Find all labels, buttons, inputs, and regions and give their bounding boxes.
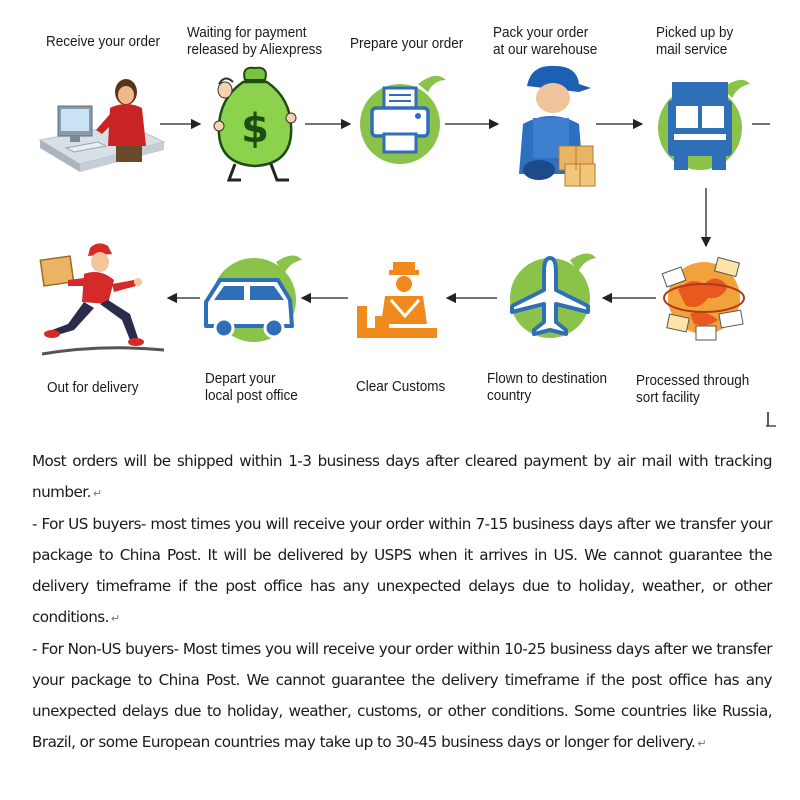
delivery-man-icon [38, 240, 170, 362]
shipping-info-text [32, 446, 772, 759]
step-label-pack: Pack your order at our warehouse [493, 24, 598, 58]
svg-text:$: $ [241, 106, 269, 152]
text-cursor-icon [764, 410, 778, 430]
step-label-delivery: Out for delivery [47, 379, 139, 396]
step-label-customs: Clear Customs [356, 378, 446, 395]
warehouse-worker-icon [505, 58, 609, 190]
step-label-receive: Receive your order [46, 33, 161, 50]
paragraph-mark: ↵ [697, 737, 707, 750]
person-at-computer-icon [36, 68, 168, 180]
truck-icon [652, 70, 752, 180]
step-label-depart: Depart your local post office [205, 370, 298, 404]
paragraph-mark: ↵ [110, 612, 120, 625]
step-label-flown: Flown to destination country [487, 370, 608, 404]
globe-mail-icon [660, 250, 750, 346]
money-bag-icon [205, 60, 305, 186]
step-label-payment: Waiting for payment released by Aliexpress [187, 24, 323, 58]
customs-officer-icon [355, 262, 441, 342]
shipping-paragraph-us: - For US buyers- most times you will receive your order within 7-15 business days after we transfer your package to China Post. It will be delivered by USPS when it arrives in US. We cannot guarantee the delivery timeframe if the post office has any unexpected delays due to holiday, weather, or other conditions. ↵ [32, 515, 772, 626]
shipping-paragraph-non-us: - For Non-US buyers- Most times you will receive your order within 10-25 business days after we transfer your package to China Post. We cannot guarantee the delivery timeframe if the post office has any unexpected delays due to holiday, weather, customs, or other conditions. Some countries like Russia, Brazil, or some European countries may take up to 30-45 business days or longer for delivery. ↵ [32, 640, 772, 751]
airplane-icon [506, 246, 598, 342]
step-label-pickup: Picked up by mail service [656, 24, 734, 58]
car-icon [200, 250, 304, 346]
shipping-paragraph: Most orders will be shipped within 1-3 business days after cleared payment by air mail with tracking number. ↵ [32, 452, 772, 501]
printer-icon [356, 70, 448, 172]
paragraph-mark: ↵ [92, 487, 102, 500]
step-label-prepare: Prepare your order [350, 35, 464, 52]
step-label-sort: Processed through sort facility [636, 372, 750, 406]
